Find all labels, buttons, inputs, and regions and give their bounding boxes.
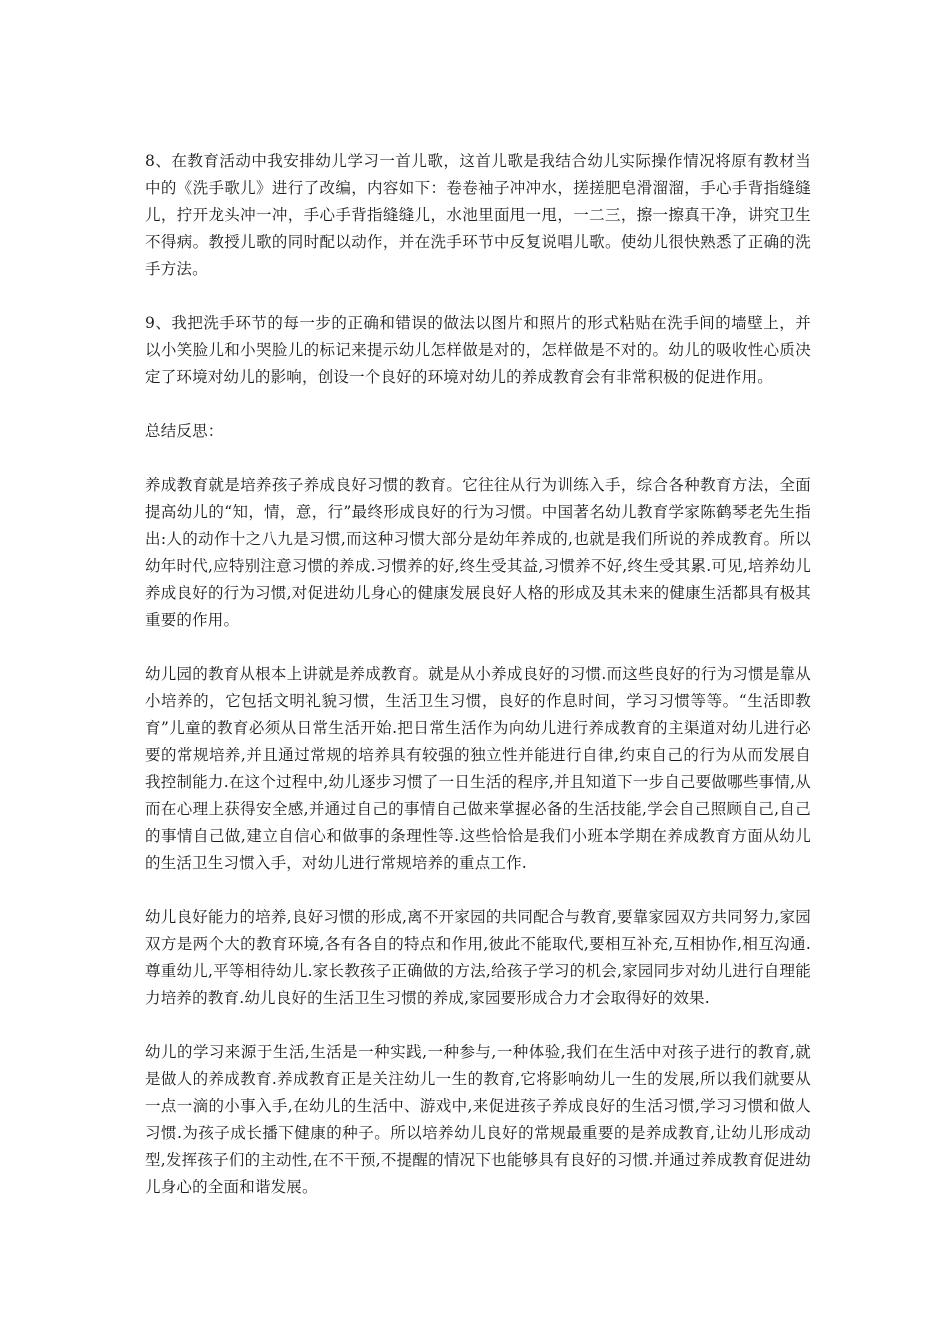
paragraph-summary-1: 养成教育就是培养孩子养成良好习惯的教育。它往往从行为训练入手，综合各种教育方法，全面提高幼儿的“知，情，意，行”最终形成良好的行为习惯。中国著名幼儿教育学家陈鹤琴老先生指出:人的动作十之八九是习惯,而这种习惯大部分是幼年养成的,也就是我们所说的养成教育。所以幼年时代,应特别注意习惯的养成.习惯养的好,终生受其益,习惯养不好,终生受其累.可见,培养幼儿养成良好的行为习惯,对促进幼儿身心的健康发展良好人格的形成及其未来的健康生活都具有极其重要的作用。	[145, 476, 811, 629]
document-body	[145, 148, 811, 1228]
paragraph-item-9: 9、我把洗手环节的每一步的正确和错误的做法以图片和照片的形式粘贴在洗手间的墙壁上，并以小笑脸儿和小哭脸儿的标记来提示幼儿怎样做是对的，怎样做是不对的。幼儿的吸收性心质决定了环境对幼儿的影响，创设一个良好的环境对幼儿的养成教育会有非常积极的促进作用。	[145, 314, 811, 386]
paragraph-item-8: 8、在教育活动中我安排幼儿学习一首儿歌，这首儿歌是我结合幼儿实际操作情况将原有教材当中的《洗手歌儿》进行了改编，内容如下：卷卷袖子冲冲水，搓搓肥皂滑溜溜，手心手背指缝缝儿，拧开龙头冲一冲，手心手背指缝缝儿，水池里面甩一甩，一二三，擦一擦真干净，讲究卫生不得病。教授儿歌的同时配以动作，并在洗手环节中反复说唱儿歌。使幼儿很快熟悉了正确的洗手方法。	[145, 152, 811, 278]
section-heading-summary: 总结反思：	[145, 422, 224, 440]
paragraph-summary-3: 幼儿良好能力的培养,良好习惯的形成,离不开家园的共同配合与教育,要靠家园双方共同努力,家园双方是两个大的教育环境,各有各自的特点和作用,彼此不能取代,要相互补充,互相协作,相互沟通.尊重幼儿,平等相待幼儿.家长教孩子正确做的方法,给孩子学习的机会,家园同步对幼儿进行自理能力培养的教育.幼儿良好的生活卫生习惯的养成,家园要形成合力才会取得好的效果.	[145, 908, 811, 1007]
paragraph-summary-4: 幼儿的学习来源于生活,生活是一种实践,一种参与,一种体验,我们在生活中对孩子进行的教育,就是做人的养成教育.养成教育正是关注幼儿一生的教育,它将影响幼儿一生的发展,所以我们就要从一点一滴的小事入手,在幼儿的生活中、游戏中,来促进孩子养成良好的生活习惯,学习习惯和做人习惯.为孩子成长播下健康的种子。所以培养幼儿良好的常规最重要的是养成教育,让幼儿形成动型,发挥孩子们的主动性,在不干预,不提醒的情况下也能够具有良好的习惯.并通过养成教育促进幼儿身心的全面和谐发展。	[145, 1043, 811, 1196]
paragraph-summary-2: 幼儿园的教育从根本上讲就是养成教育。就是从小养成良好的习惯.而这些良好的行为习惯是靠从小培养的，它包括文明礼貌习惯，生活卫生习惯，良好的作息时间，学习习惯等等。“生活即教育”儿童的教育必须从日常生活开始.把日常生活作为向幼儿进行养成教育的主渠道对幼儿进行必要的常规培养,并且通过常规的培养具有较强的独立性并能进行自律,约束自己的行为从而发展自我控制能力.在这个过程中,幼儿逐步习惯了一日生活的程序,并且知道下一步自己要做哪些事情,从而在心理上获得安全感,并通过自己的事情自己做来掌握必备的生活技能,学会自己照顾自己,自己的事情自己做,建立自信心和做事的条理性等.这些恰恰是我们小班本学期在养成教育方面从幼儿的生活卫生习惯入手，对幼儿进行常规培养的重点工作.	[145, 665, 811, 872]
